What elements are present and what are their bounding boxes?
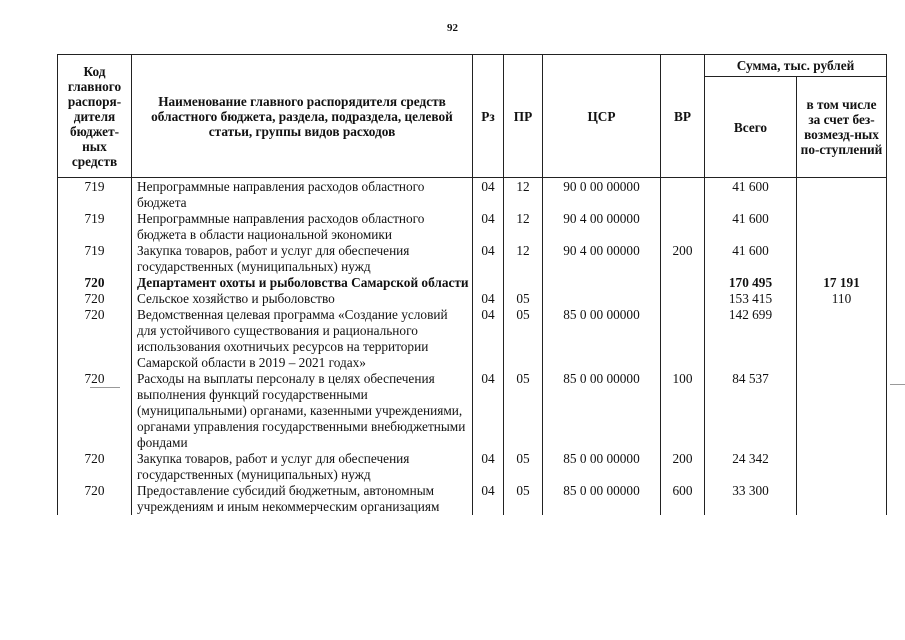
row-csr: 85 0 00 00000 xyxy=(543,307,661,371)
row-free xyxy=(797,243,887,275)
row-name: Предоставление субсидий бюджетным, автономным учреждениям и иным некоммерческим организациям xyxy=(132,483,473,515)
row-total: 41 600 xyxy=(705,211,797,243)
row-total: 41 600 xyxy=(705,178,797,212)
row-vr: 200 xyxy=(661,451,705,483)
row-pr: 05 xyxy=(504,291,543,307)
header-csr: ЦСР xyxy=(543,55,661,178)
row-code: 720 xyxy=(58,483,132,515)
row-csr: 90 4 00 00000 xyxy=(543,243,661,275)
row-total: 41 600 xyxy=(705,243,797,275)
row-csr xyxy=(543,291,661,307)
row-csr: 90 0 00 00000 xyxy=(543,178,661,212)
row-rz: 04 xyxy=(473,483,504,515)
row-free: 17 191 xyxy=(797,275,887,291)
table-row xyxy=(58,275,887,291)
row-vr xyxy=(661,291,705,307)
row-rz xyxy=(473,275,504,291)
row-name: Расходы на выплаты персоналу в целях обеспечения выполнения функций государственными (муниципальными) органами, казенными учреждениями, органами управления государственными внебюджетными фондами xyxy=(132,371,473,451)
row-pr: 05 xyxy=(504,451,543,483)
row-total: 33 300 xyxy=(705,483,797,515)
row-name: Департамент охоты и рыболовства Самарской области xyxy=(132,275,473,291)
header-name: Наименование главного распорядителя средств областного бюджета, раздела, подраздела, целевой статьи, группы видов расходов xyxy=(132,55,473,178)
row-total: 170 495 xyxy=(705,275,797,291)
row-pr: 05 xyxy=(504,483,543,515)
table-row xyxy=(58,243,887,275)
page-number: 92 xyxy=(447,22,458,34)
table-row xyxy=(58,371,887,451)
row-csr xyxy=(543,275,661,291)
row-vr xyxy=(661,211,705,243)
table-row xyxy=(58,291,887,307)
row-rz: 04 xyxy=(473,371,504,451)
row-csr: 85 0 00 00000 xyxy=(543,371,661,451)
row-pr: 12 xyxy=(504,211,543,243)
header-free: в том числе за счет без-возмезд-ных по-ступлений xyxy=(797,77,887,178)
row-csr: 85 0 00 00000 xyxy=(543,483,661,515)
row-name: Закупка товаров, работ и услуг для обеспечения государственных (муниципальных) нужд xyxy=(132,451,473,483)
table-row xyxy=(58,483,887,515)
row-code: 719 xyxy=(58,178,132,212)
row-total: 153 415 xyxy=(705,291,797,307)
header-pr: ПР xyxy=(504,55,543,178)
row-total: 24 342 xyxy=(705,451,797,483)
header-rz: Рз xyxy=(473,55,504,178)
row-total: 84 537 xyxy=(705,371,797,451)
row-vr xyxy=(661,178,705,212)
row-free xyxy=(797,371,887,451)
row-free: 110 xyxy=(797,291,887,307)
row-free xyxy=(797,451,887,483)
row-free xyxy=(797,307,887,371)
row-vr xyxy=(661,275,705,291)
row-rz: 04 xyxy=(473,211,504,243)
scan-mark xyxy=(890,384,905,385)
row-vr: 600 xyxy=(661,483,705,515)
row-pr: 05 xyxy=(504,371,543,451)
header-sum: Сумма, тыс. рублей xyxy=(705,55,887,77)
row-vr: 100 xyxy=(661,371,705,451)
row-csr: 85 0 00 00000 xyxy=(543,451,661,483)
budget-table xyxy=(57,54,887,515)
row-vr: 200 xyxy=(661,243,705,275)
header-total: Всего xyxy=(705,77,797,178)
row-rz: 04 xyxy=(473,178,504,212)
row-rz: 04 xyxy=(473,291,504,307)
row-code: 719 xyxy=(58,243,132,275)
row-code: 720 xyxy=(58,307,132,371)
table-row xyxy=(58,178,887,212)
row-code: 720 xyxy=(58,291,132,307)
row-free xyxy=(797,178,887,212)
row-rz: 04 xyxy=(473,307,504,371)
row-code: 720 xyxy=(58,275,132,291)
header-code: Код главного распоря-дителя бюджет-ных средств xyxy=(58,55,132,178)
row-name: Непрограммные направления расходов областного бюджета xyxy=(132,178,473,212)
row-name: Сельское хозяйство и рыболовство xyxy=(132,291,473,307)
header-vr: ВР xyxy=(661,55,705,178)
row-pr: 05 xyxy=(504,307,543,371)
table-row xyxy=(58,211,887,243)
row-free xyxy=(797,483,887,515)
row-pr xyxy=(504,275,543,291)
table-row xyxy=(58,451,887,483)
row-name: Непрограммные направления расходов областного бюджета в области национальной экономики xyxy=(132,211,473,243)
row-csr: 90 4 00 00000 xyxy=(543,211,661,243)
row-code: 720 xyxy=(58,451,132,483)
row-name: Закупка товаров, работ и услуг для обеспечения государственных (муниципальных) нужд xyxy=(132,243,473,275)
row-pr: 12 xyxy=(504,243,543,275)
row-pr: 12 xyxy=(504,178,543,212)
row-code: 719 xyxy=(58,211,132,243)
row-rz: 04 xyxy=(473,243,504,275)
row-free xyxy=(797,211,887,243)
row-vr xyxy=(661,307,705,371)
table-row xyxy=(58,307,887,371)
row-name: Ведомственная целевая программа «Создание условий для устойчивого существования и рационального использования охотничьих ресурсов на территории Самарской области в 2019 – 2021 годах» xyxy=(132,307,473,371)
row-code: 720 xyxy=(58,371,132,451)
row-total: 142 699 xyxy=(705,307,797,371)
row-rz: 04 xyxy=(473,451,504,483)
